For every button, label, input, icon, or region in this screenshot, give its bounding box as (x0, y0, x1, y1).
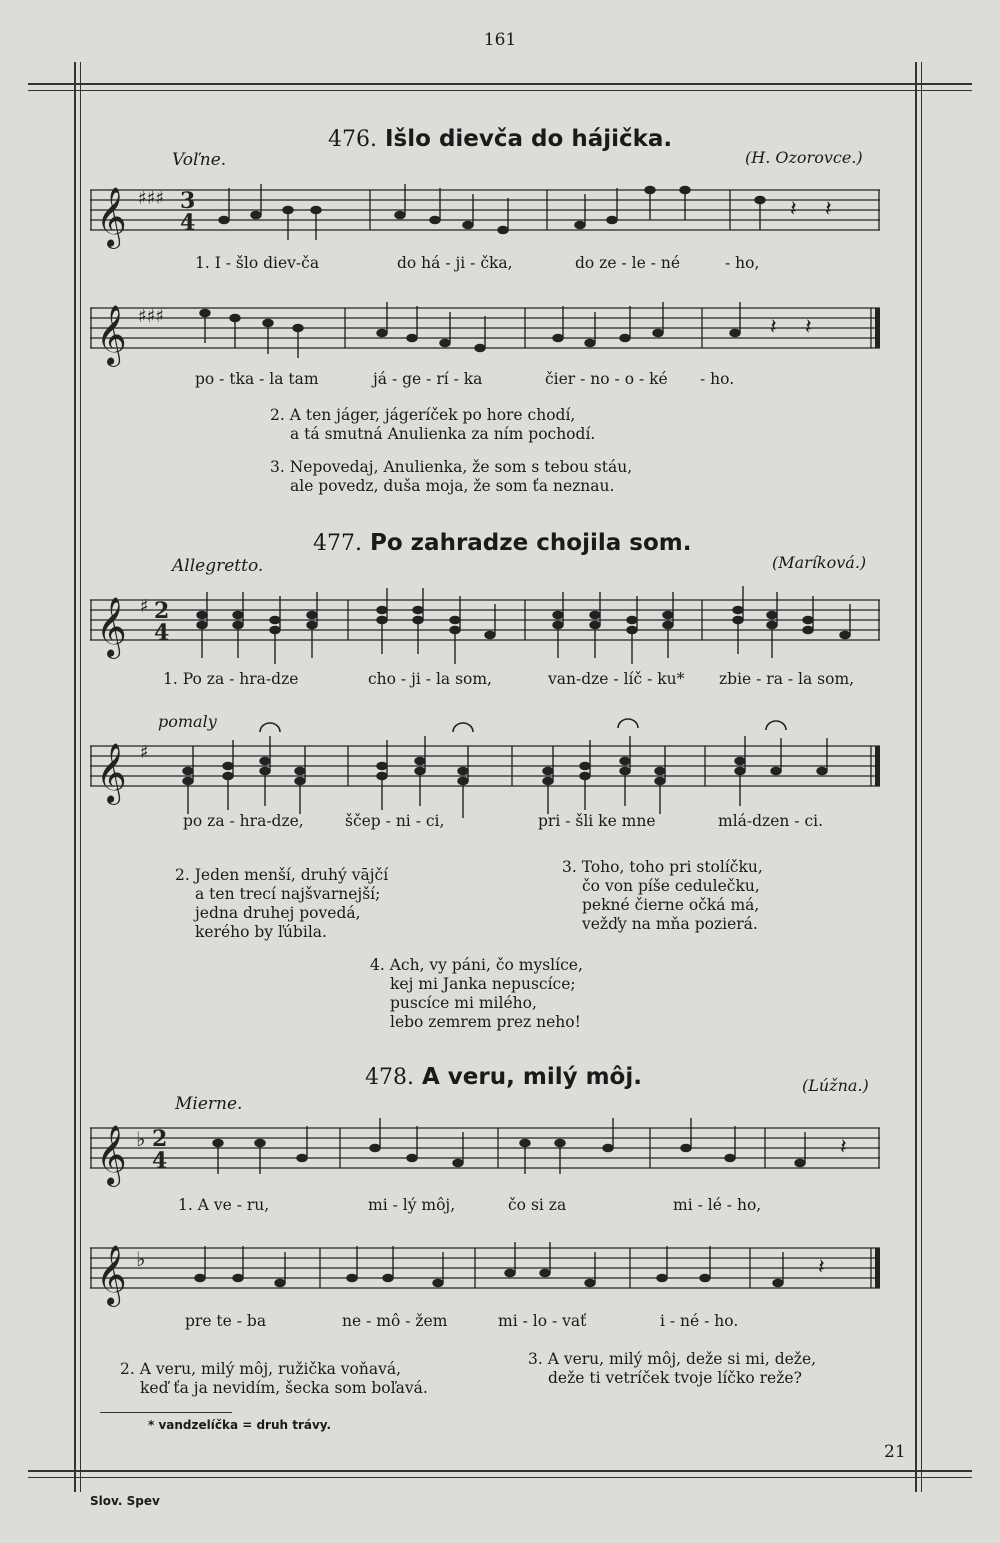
lyric-segment: - ho, (725, 254, 760, 272)
lyric-segment: 1. Po za - hra-dze (163, 670, 299, 688)
song-476-title (328, 126, 672, 152)
lyric-segment: - ho. (700, 370, 735, 388)
lyric-segment: cho - ji - la som, (368, 670, 492, 688)
verse-line: pekné čierne očká má, (582, 896, 760, 914)
lyric-segment: čier - no - o - ké (545, 370, 668, 388)
lyric-segment: já - ge - rí - ka (373, 370, 483, 388)
svg-text:𝄞: 𝄞 (96, 305, 127, 365)
frame-top-rule-thin (28, 90, 972, 91)
svg-text:♯: ♯ (140, 596, 149, 617)
verse-line: keď ťa ja nevidím, šecka som boľavá. (140, 1379, 428, 1397)
lyric-segment: 1. I - šlo diev-ča (195, 254, 320, 272)
svg-text:4: 4 (180, 210, 196, 236)
verse-line: 2. A ten jáger, jágeríček po hore chodí, (270, 406, 576, 424)
verse-line: ale povedz, duša moja, že som ťa neznau. (290, 477, 615, 495)
verse-line: čo von píše cedulečku, (582, 877, 760, 895)
song-476-source: (H. Ozorovce.) (745, 148, 863, 167)
svg-text:♯: ♯ (140, 742, 149, 763)
song-478-staff-2 (90, 1230, 890, 1320)
lyric-segment: pre te - ba (185, 1312, 267, 1330)
song-476-staff-2 (90, 290, 890, 380)
lyric-segment: van-dze - líč - ku* (548, 670, 685, 688)
svg-text:𝄞: 𝄞 (96, 597, 127, 657)
lyric-segment: po - tka - la tam (195, 370, 319, 388)
lyric-segment: mlá-dzen - ci. (718, 812, 824, 830)
lyric-segment: do ze - le - né (575, 254, 680, 272)
song-477-number: 477. (313, 531, 362, 556)
verse-line: 2. A veru, milý môj, ružička voňavá, (120, 1360, 401, 1378)
song-478-verse-3 (528, 1350, 816, 1388)
frame-left-rule (74, 62, 76, 1492)
song-477-tempo-2: pomaly (158, 712, 217, 731)
lyric-segment: pri - šli ke mne (538, 812, 656, 830)
lyric-segment: mi - lé - ho, (673, 1196, 762, 1214)
verse-line: 3. Nepovedaj, Anulienka, že som s tebou stáu, (270, 458, 633, 476)
lyric-segment: zbie - ra - la som, (719, 670, 855, 688)
frame-bottom-rule (28, 1470, 972, 1472)
song-476-number: 476. (328, 127, 377, 152)
lyric-segment: ščep - ni - ci, (345, 812, 445, 830)
frame-left-rule-thin (80, 62, 81, 1492)
svg-text:𝄽: 𝄽 (825, 197, 832, 222)
svg-text:2: 2 (154, 598, 170, 624)
song-478-tempo: Mierne. (175, 1094, 243, 1114)
footnote: * vandzelíčka = druh trávy. (148, 1418, 332, 1432)
svg-text:𝄽: 𝄽 (805, 315, 812, 340)
song-478-title-text: A veru, milý môj. (422, 1064, 642, 1090)
svg-text:♯♯♯: ♯♯♯ (138, 306, 165, 327)
lyric-segment: čo si za (508, 1196, 567, 1214)
svg-text:♯♯♯: ♯♯♯ (138, 188, 165, 209)
song-478-staff-1 (90, 1110, 890, 1200)
song-476-staff-1 (90, 172, 890, 262)
verse-line: lebo zemrem prez neho! (390, 1013, 581, 1031)
song-478-title (365, 1064, 642, 1090)
footer-left: Slov. Spev (90, 1494, 160, 1508)
song-478-verse-2 (120, 1360, 428, 1398)
frame-top-rule (28, 83, 972, 85)
verse-line: deže ti vetríček tvoje líčko reže? (548, 1369, 802, 1387)
verse-line: kerého by ľúbila. (195, 923, 327, 941)
lyric-segment: 1. A ve - ru, (178, 1196, 270, 1214)
song-476-tempo: Voľne. (172, 150, 227, 170)
song-477-staff-1 (90, 582, 890, 682)
lyric-segment: po za - hra-dze, (183, 812, 304, 830)
svg-text:𝄽: 𝄽 (818, 1255, 825, 1280)
verse-line: a tá smutná Anulienka za ním pochodí. (290, 425, 596, 443)
svg-text:4: 4 (154, 620, 170, 646)
song-478-number: 478. (365, 1065, 414, 1090)
song-478-source: (Lúžna.) (802, 1076, 869, 1095)
lyric-segment: do há - ji - čka, (397, 254, 513, 272)
song-477-verse-3 (562, 858, 763, 934)
svg-text:♭: ♭ (136, 1247, 146, 1271)
svg-text:2: 2 (152, 1126, 168, 1152)
song-476-verse-2 (270, 406, 595, 444)
svg-text:♭: ♭ (136, 1127, 146, 1151)
verse-line: kej mi Janka nepuscíce; (390, 975, 576, 993)
svg-text:𝄽: 𝄽 (840, 1135, 847, 1160)
svg-text:𝄞: 𝄞 (96, 187, 127, 247)
lyric-segment: mi - lý môj, (368, 1196, 456, 1214)
svg-text:3: 3 (180, 188, 196, 214)
footnote-rule (100, 1412, 232, 1413)
frame-bottom-rule-thin (28, 1477, 972, 1478)
song-477-verse-2 (175, 866, 388, 942)
verse-line: a ten trecí najšvarnejší; (195, 885, 381, 903)
song-477-source: (Maríková.) (772, 553, 867, 572)
lyric-segment: i - né - ho. (660, 1312, 739, 1330)
verse-line: 3. A veru, milý môj, deže si mi, deže, (528, 1350, 817, 1368)
page-number: 161 (483, 30, 517, 50)
verse-line: vežďy na mňa pozierá. (582, 915, 758, 933)
frame-right-rule-thin (921, 62, 922, 1492)
verse-line: puscíce mi milého, (390, 994, 537, 1012)
verse-line: jedna druhej povedá, (195, 904, 361, 922)
frame-right-rule (915, 62, 917, 1492)
song-477-title-text: Po zahradze chojila som. (370, 530, 692, 556)
song-476-verse-3 (270, 458, 632, 496)
song-477-verse-4 (370, 956, 583, 1032)
sheet-number: 21 (884, 1442, 906, 1462)
lyric-segment: ne - mô - žem (342, 1312, 448, 1330)
song-477-tempo: Allegretto. (172, 556, 264, 576)
svg-text:𝄞: 𝄞 (96, 743, 127, 803)
song-477-title (313, 530, 691, 556)
song-476-title-text: Išlo dievča do hájička. (385, 126, 673, 152)
svg-text:𝄞: 𝄞 (96, 1125, 127, 1185)
svg-text:𝄞: 𝄞 (96, 1245, 127, 1305)
svg-text:𝄽: 𝄽 (790, 197, 797, 222)
lyric-segment: mi - lo - vať (498, 1312, 587, 1330)
verse-line: 4. Ach, vy páni, čo myslíce, (370, 956, 583, 974)
verse-line: 2. Jeden menší, druhý vājčí (175, 866, 389, 884)
svg-text:𝄽: 𝄽 (770, 315, 777, 340)
verse-line: 3. Toho, toho pri stolíčku, (562, 858, 763, 876)
svg-text:4: 4 (152, 1148, 168, 1174)
